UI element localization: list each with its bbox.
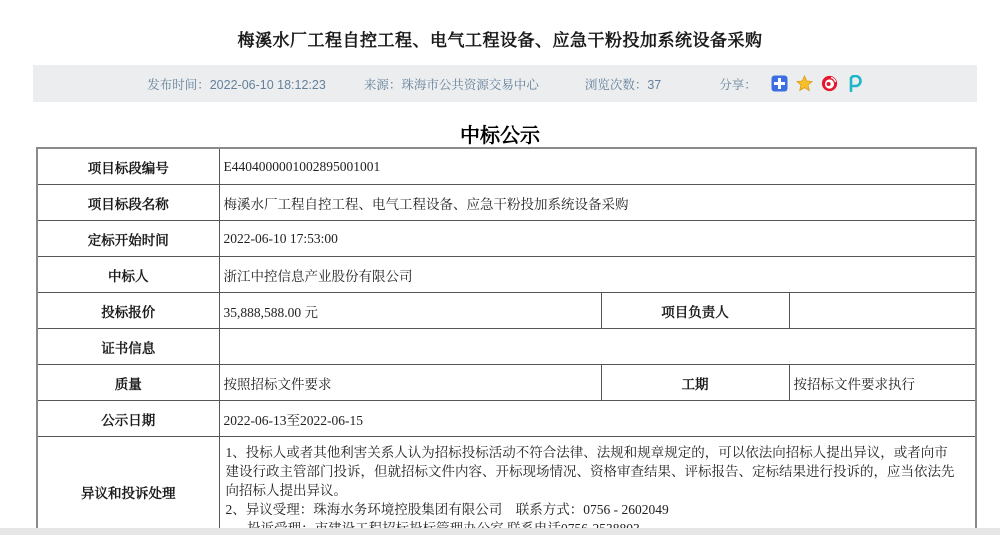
row-label-objection-handling: 异议和投诉处理	[37, 437, 219, 535]
row-label-certificate-info: 证书信息	[37, 329, 219, 365]
table-row	[37, 185, 976, 221]
row-value-award-start-time: 2022-06-10 17:53:00	[219, 221, 976, 257]
table-row	[37, 257, 976, 293]
table-row	[37, 221, 976, 257]
row-label-publicity-period: 公示日期	[37, 401, 219, 437]
table-row	[37, 401, 976, 437]
share-label: 分享：	[719, 77, 757, 92]
table-row	[37, 293, 976, 329]
page-title: 梅溪水厂工程自控工程、电气工程设备、应急干粉投加系统设备采购	[237, 31, 763, 50]
page-bottom-strip	[0, 528, 1000, 535]
row-label-bid-price: 投标报价	[37, 293, 219, 329]
share-plus-icon[interactable]	[771, 75, 788, 92]
row-label-quality: 质量	[37, 365, 219, 401]
view-count-value: 37	[647, 77, 662, 92]
objection-line-1: 1、投标人或者其他利害关系人认为招标投标活动不符合法律、法规和规章规定的，可以依法向招标人提出异议，或者向市建设行政主管部门投诉，但就招标文件内容、开标现场情况、资格审查结果、评标报告、定标结果进行投诉的，应当依法先向招标人提出异议。	[225, 445, 955, 498]
row-value-duration: 按招标文件要求执行	[789, 365, 976, 401]
row-label-winner: 中标人	[37, 257, 219, 293]
share-icon-group	[771, 75, 863, 92]
bid-result-table	[36, 147, 977, 535]
view-count	[585, 75, 661, 93]
row-value-winner: 浙江中控信息产业股份有限公司	[219, 257, 976, 293]
row-value-project-number: E4404000001002895001001	[219, 148, 976, 185]
sina-weibo-icon[interactable]	[821, 75, 838, 92]
row-label-project-manager: 项目负责人	[601, 293, 789, 329]
qzone-star-icon[interactable]	[796, 75, 813, 92]
row-value-objection-handling	[219, 437, 976, 535]
table-row	[37, 437, 976, 535]
row-label-project-number: 项目标段编号	[37, 148, 219, 185]
objection-line-2: 2、异议受理：珠海水务环境控股集团有限公司 联系方式：0756 - 2602049	[225, 502, 669, 517]
section-title: 中标公示	[460, 125, 540, 147]
objection-text	[224, 439, 970, 535]
table-row	[37, 148, 976, 185]
publish-time	[147, 75, 326, 93]
source-label: 来源：	[363, 77, 402, 92]
table-row	[37, 365, 976, 401]
publish-time-label: 发布时间：	[147, 77, 210, 92]
publish-time-value: 2022-06-10 18:12:23	[209, 77, 326, 92]
row-value-quality: 按照招标文件要求	[219, 365, 601, 401]
meta-bar	[33, 65, 977, 102]
row-label-duration: 工期	[601, 365, 789, 401]
row-label-award-start-time: 定标开始时间	[37, 221, 219, 257]
row-label-project-name: 项目标段名称	[37, 185, 219, 221]
row-value-bid-price: 35,888,588.00 元	[219, 293, 601, 329]
source-value: 珠海市公共资源交易中心	[401, 77, 539, 92]
row-value-certificate-info	[219, 329, 976, 365]
row-value-project-manager	[789, 293, 976, 329]
view-count-label: 浏览次数：	[584, 77, 648, 92]
row-value-project-name: 梅溪水厂工程自控工程、电气工程设备、应急干粉投加系统设备采购	[219, 185, 976, 221]
table-row	[37, 329, 976, 365]
tencent-weibo-icon[interactable]	[846, 75, 863, 92]
source	[364, 75, 539, 93]
row-value-publicity-period: 2022-06-13至2022-06-15	[219, 401, 976, 437]
